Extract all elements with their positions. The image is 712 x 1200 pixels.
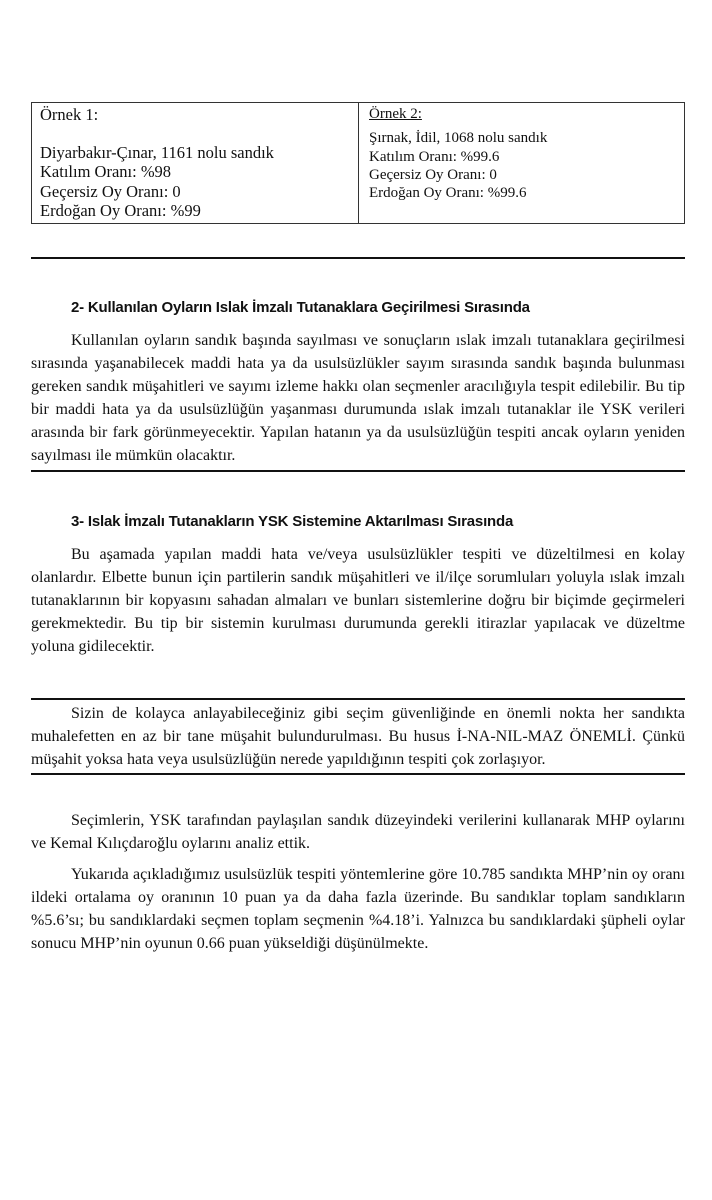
examples-table	[31, 102, 685, 224]
section-2-heading: 2- Kullanılan Oyların Islak İmzalı Tutanaklara Geçirilmesi Sırasında	[71, 298, 530, 316]
example-2-invalid-rate: Geçersiz Oy Oranı: 0	[369, 166, 497, 183]
example-1-title: Örnek 1:	[40, 105, 99, 124]
callout-top-rule	[31, 698, 685, 700]
section-3-body: Bu aşamada yapılan maddi hata ve/veya usulsüzlükler tespiti ve düzeltilmesi en kolay olanlardır. Elbette bunun için partilerin sandık müşahitleri ve il/ilçe sorumluları yoluyla ıslak imzalı tutanaklarının bir kopyasını sahadan almaları ve bunları sistemlerine doğru bir biçimde geçirmeleri gerekmektedir. Bu tip bir sistemin kurulması durumunda gerekli itirazlar yapılacak ve düzeltme yoluna gidilecektir.	[31, 545, 685, 655]
divider-rule	[31, 257, 685, 259]
example-1-turnout: Katılım Oranı: %98	[40, 162, 172, 181]
section-2-body: Kullanılan oyların sandık başında sayılması ve sonuçların ıslak imzalı tutanaklara geçirilmesi sırasında yaşanabilecek maddi hata ya da usulsüzlükler sayım sırasında sandık başında bulunması gereken sandık müşahitleri ve sayımı izleme hakkı olan seçmenler aracılığıyla tespit edilebilir. Bu tip bir maddi hata ya da usulsüzlüğün yaşanması durumunda ıslak imzalı tutanaklar ile YSK verileri arasında bir fark görünmeyecektir. Yapılan hatanın ya da usulsüzlüğün tespiti ancak oyların yeniden sayılması ile mümkün olacaktır.	[31, 331, 685, 464]
analysis-paragraph-1: Seçimlerin, YSK tarafından paylaşılan sandık düzeyindeki verilerini kullanarak MHP oylarını ve Kemal Kılıçdaroğlu oylarını analiz ettik.	[31, 811, 685, 852]
callout-body: Sizin de kolayca anlayabileceğiniz gibi seçim güvenliğinde en önemli nokta her sandıkta muhalefetten en az bir tane müşahit bulundurulması. Bu husus İ-NA-NIL-MAZ ÖNEMLİ. Çünkü müşahit yoksa hata veya usulsüzlüğün nerede yapıldığının tespiti çok zorlaşıyor.	[31, 704, 685, 768]
divider-rule	[31, 470, 685, 472]
example-2-title: Örnek 2:	[369, 106, 422, 122]
example-2-cell	[359, 103, 685, 224]
example-2-turnout: Katılım Oranı: %99.6	[369, 148, 500, 165]
example-2-location: Şırnak, İdil, 1068 nolu sandık	[369, 130, 548, 147]
example-1-location: Diyarbakır-Çınar, 1161 nolu sandık	[40, 142, 274, 162]
example-1-erdogan-rate: Erdoğan Oy Oranı: %99	[40, 201, 201, 220]
section-3-heading: 3- Islak İmzalı Tutanakların YSK Sistemine Aktarılması Sırasında	[71, 512, 514, 530]
document-page	[31, 102, 685, 955]
analysis-paragraph-2: Yukarıda açıkladığımız usulsüzlük tespiti yöntemlerine göre 10.785 sandıkta MHP’nin oy oranı ildeki ortalama oy oranının 10 puan ya da daha fazla üzerinde. Bu sandıklar toplam sandıkların %5.6’sı; bu sandıklardaki seçmen toplam seçmenin %4.18’i. Yalnızca bu sandıklardaki şüpheli oylar sonucu MHP’nin oyunun 0.66 puan yükseldiği düşünülmekte.	[31, 865, 685, 952]
example-2-erdogan-rate: Erdoğan Oy Oranı: %99.6	[369, 185, 527, 202]
example-1-invalid-rate: Geçersiz Oy Oranı: 0	[40, 181, 181, 201]
callout-bottom-rule	[31, 773, 685, 775]
example-1-cell	[32, 103, 359, 224]
